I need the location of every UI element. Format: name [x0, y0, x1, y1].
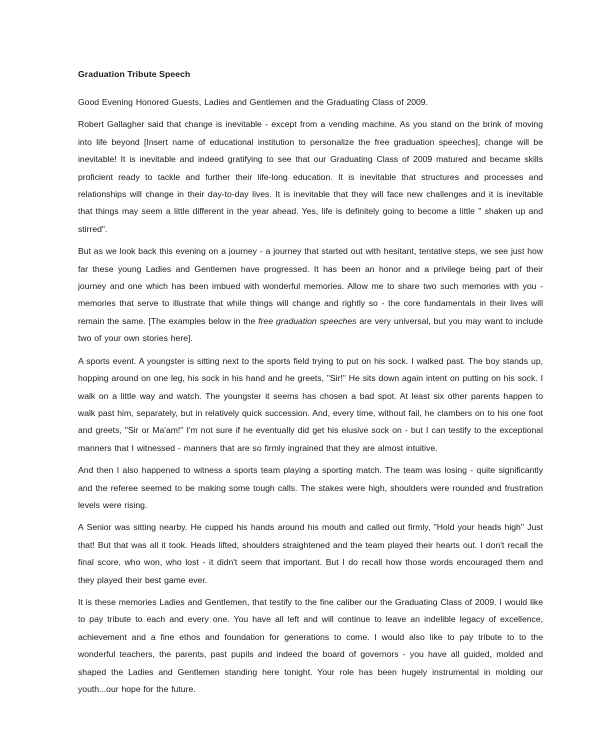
paragraph-sports-team: And then I also happened to witness a sports team playing a sporting match. The team was losing - quite significantly and the referee seemed to be making some tough calls. The stakes were high, shoulders were rounded and frustration levels were rising.: [78, 465, 543, 510]
greeting-paragraph: Good Evening Honored Guests, Ladies and Gentlemen and the Graduating Class of 2009.: [78, 97, 428, 107]
paragraph-journey: [78, 243, 543, 347]
paragraph-senior: A Senior was sitting nearby. He cupped his hands around his mouth and called out firmly, "Hold your heads high" Just that! But that was all it took. Heads lifted, shoulders straightened and the team played their hearts out. I don't recall the final score, who won, who lost - it didn't seem that important. But I do recall how those words encouraged them and they played their best game ever.: [78, 522, 543, 585]
paragraph-journey-text-start: But as we look back this evening on a journey - a journey that started out with hesitant, tentative steps, we see just how far these young Ladies and Gentlemen have progressed. It has been an honor and a privilege being part of their journey and one which has been imbued with wonderful memories. Allow me to share two such memories with you - memories that serve to illustrate that while things will change and rightly so - the core fundamentals in their lives will remain the same. [The examples below in the: [78, 246, 543, 326]
paragraph-journey-italic-phrase: free graduation speeches: [258, 315, 357, 326]
paragraph-tribute: It is these memories Ladies and Gentlemen, that testify to the fine caliber our the Graduating Class of 2009. I would like to pay tribute to each and every one. You have all left and will continue to leave an indelible legacy of excellence, achievement and a fine ethos and foundation for generations to come. I would also like to pay tribute to to the wonderful teachers, the parents, past pupils and indeed the board of governors - you have all guided, molded and shaped the Ladies and Gentlemen standing here tonight. Your role has been hugely instrumental in molding our youth...our hope for the future.: [78, 596, 543, 694]
paragraph-change-inevitable: Robert Gallagher said that change is inevitable - except from a vending machine. As you stand on the brink of moving into life beyond [Insert name of educational institution to personalize the free graduation speeches], change will be inevitable! It is inevitable and indeed gratifying to see that our Graduating Class of 2009 matured and became skills proficient ready to tackle and further their life-long education. It is inevitable that structures and processes and relationships will change in their day-to-day lives. It is inevitable that they will face new challenges and it is inevitable that things may seem a little different in the year ahead. Yes, life is definitely going to become a little " shaken up and stirred".: [78, 119, 543, 234]
document-title: Graduation Tribute Speech: [78, 69, 191, 79]
paragraph-journey-text-end: are very universal, but you may want to include two of your own stories here].: [78, 315, 543, 344]
paragraph-sports-event: A sports event. A youngster is sitting next to the sports field trying to put on his sock. I walked past. The boy stands up, hopping around on one leg, his sock in his hand and he greets, "Sir!" He sits down again intent on putting on his sock. I walk on a little way and watch. The youngster it seems has chosen a bad spot. At least six other parents happen to walk past him, separately, but in relatively quick succession. And, every time, without fail, he clambers on to his one foot and greets, "Sir or Ma'am!" I'm not sure if he eventually did get his elusive sock on - but I can testify to the exceptional manners that I witnessed - manners that are so firmly ingrained that they are almost intuitive.: [78, 355, 543, 453]
